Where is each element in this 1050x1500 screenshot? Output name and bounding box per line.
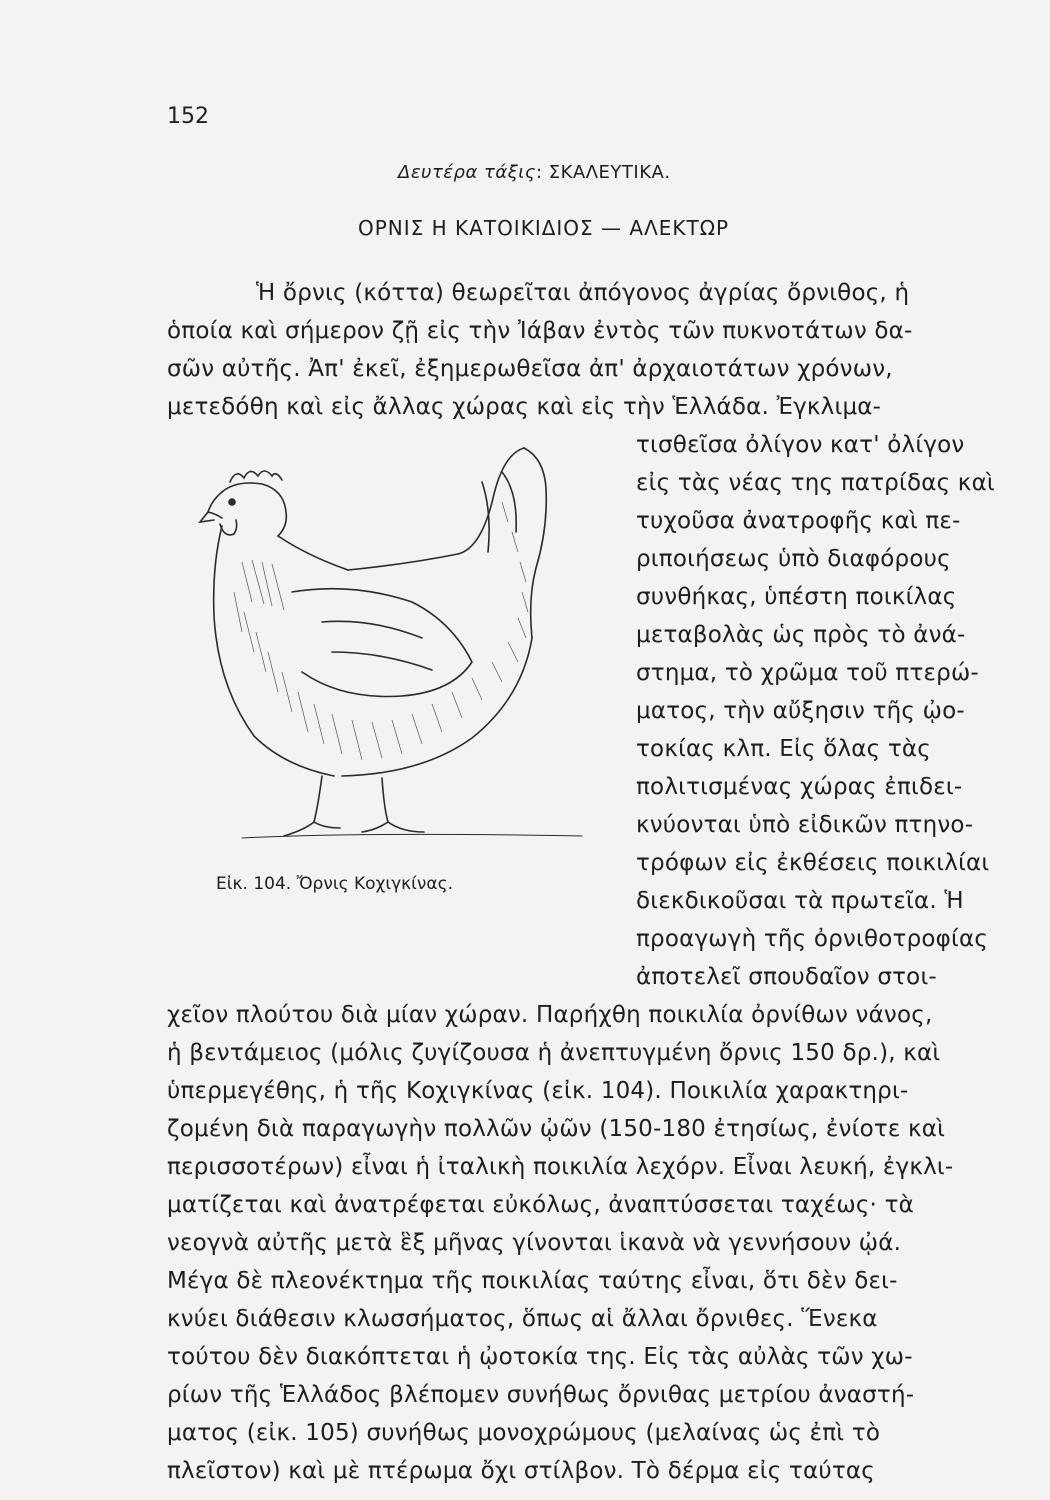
body-line: ματος (εἰκ. 105) συνήθως μονοχρώμους (μελαίνας ὡς ἐπὶ τὸ xyxy=(167,1420,881,1446)
chapter-title: ΟΡΝΙΣ Η ΚΑΤΟΙΚΙΔΙΟΣ — ΑΛΕΚΤΩΡ xyxy=(358,216,730,240)
body-line: ὑπερμεγέθης, ἡ τῆς Κοχιγκίνας (εἰκ. 104). Ποικιλία χαρακτηρι- xyxy=(167,1078,909,1104)
section-prefix: Δευτέρα τάξις xyxy=(398,162,536,183)
body-line: ρίων τῆς Ἑλλάδος βλέπομεν συνήθως ὄρνιθας μετρίου ἀναστή- xyxy=(167,1382,915,1408)
page-number: 152 xyxy=(167,104,209,129)
body-line: στημα, τὸ χρῶμα τοῦ πτερώ- xyxy=(636,660,979,686)
body-line: σῶν αὐτῆς. Ἀπ' ἐκεῖ, ἐξημερωθεῖσα ἀπ' ἀρχαιοτάτων χρόνων, xyxy=(167,356,893,382)
section-heading xyxy=(398,162,671,183)
figure-caption: Εἰκ. 104. Ὄρνις Κοχιγκίνας. xyxy=(216,874,453,894)
body-line: ματίζεται καὶ ἀνατρέφεται εὐκόλως, ἀναπτύσσεται ταχέως· τὰ xyxy=(167,1192,914,1218)
section-name: ΣΚΑΛΕΥΤΙΚΑ. xyxy=(548,162,671,183)
body-line: Ἡ ὄρνις (κόττα) θεωρεῖται ἀπόγονος ἀγρίας ὄρνιθος, ἡ xyxy=(256,280,910,306)
body-line: περισσοτέρων) εἶναι ἡ ἰταλικὴ ποικιλία λεχόρν. Εἶναι λευκή, ἐγκλι- xyxy=(167,1154,954,1180)
body-line: ἡ βεντάμειος (μόλις ζυγίζουσα ἡ ἀνεπτυγμένη ὄρνις 150 δρ.), καὶ xyxy=(167,1040,941,1066)
figure xyxy=(182,442,612,852)
body-line: μετεδόθη καὶ εἰς ἄλλας χώρας καὶ εἰς τὴν Ἑλλάδα. Ἐγκλιμα- xyxy=(167,394,882,420)
body-line: χεῖον πλούτου διὰ μίαν χώραν. Παρήχθη ποικιλία ὀρνίθων νάνος, xyxy=(167,1002,933,1028)
body-line: ὁποία καὶ σήμερον ζῇ εἰς τὴν Ἰάβαν ἐντὸς τῶν πυκνοτάτων δα- xyxy=(167,318,913,344)
body-line: πολιτισμένας χώρας ἐπιδει- xyxy=(636,774,963,800)
body-line: κνύονται ὑπὸ εἰδικῶν πτηνο- xyxy=(636,812,974,838)
body-line: συνθήκας, ὑπέστη ποικίλας xyxy=(636,584,957,610)
section-separator: : xyxy=(535,162,543,183)
body-line: τρόφων εἰς ἐκθέσεις ποικιλίαι xyxy=(636,850,990,876)
body-line: τυχοῦσα ἀνατροφῆς καὶ πε- xyxy=(636,508,961,534)
body-line: νεογνὰ αὐτῆς μετὰ ἓξ μῆνας γίνονται ἱκανὰ νὰ γεννήσουν ᾠά. xyxy=(167,1230,902,1256)
body-line: τοκίας κλπ. Εἰς ὅλας τὰς xyxy=(636,736,931,762)
body-line: τισθεῖσα ὀλίγον κατ' ὀλίγον xyxy=(636,432,965,458)
body-line: ριποιήσεως ὑπὸ διαφόρους xyxy=(636,546,951,572)
body-line: Μέγα δὲ πλεονέκτημα τῆς ποικιλίας ταύτης εἶναι, ὅτι δὲν δει- xyxy=(167,1268,898,1294)
body-line: προαγωγὴ τῆς ὀρνιθοτροφίας xyxy=(636,926,989,952)
hen-illustration-icon xyxy=(182,442,612,852)
body-line: κνύει διάθεσιν κλωσσήματος, ὅπως αἱ ἄλλαι ὄρνιθες. Ἕνεκα xyxy=(167,1306,878,1332)
body-line: ζομένη διὰ παραγωγὴν πολλῶν ᾠῶν (150-180 ἐτησίως, ἐνίοτε καὶ xyxy=(167,1116,946,1142)
body-line: εἰς τὰς νέας της πατρίδας καὶ xyxy=(636,470,995,496)
body-line: πλεῖστον) καὶ μὲ πτέρωμα ὄχι στίλβον. Τὸ δέρμα εἰς ταύτας xyxy=(167,1458,875,1484)
body-line: ἀποτελεῖ σπουδαῖον στοι- xyxy=(636,964,937,990)
body-line: διεκδικοῦσαι τὰ πρωτεῖα. Ἡ xyxy=(636,888,964,914)
body-line: ματος, τὴν αὔξησιν τῆς ᾠο- xyxy=(636,698,965,724)
body-line: τούτου δὲν διακόπτεται ἡ ᾠοτοκία της. Εἰς τὰς αὐλὰς τῶν χω- xyxy=(167,1344,913,1370)
body-line: μεταβολὰς ὡς πρὸς τὸ ἀνά- xyxy=(636,622,966,648)
